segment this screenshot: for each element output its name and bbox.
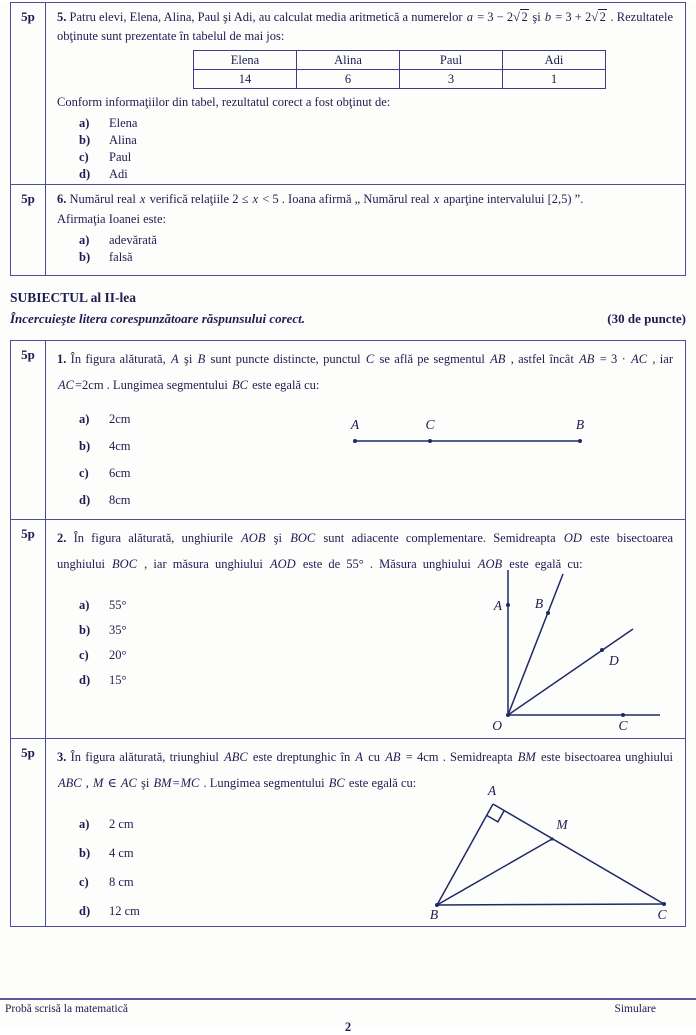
table-value-row [194,70,606,89]
option-item [79,149,673,166]
footer-right-text: Simulare [614,1003,656,1015]
fig1-label-C: C [425,417,435,432]
table-header-cell: Paul [400,51,503,70]
option-letter: b) [79,133,91,147]
page-number: 2 [344,1020,352,1034]
option-text: 6cm [109,466,131,480]
points-cell: 5p [11,739,46,926]
option-text: Paul [109,150,132,164]
option-letter: a) [79,116,90,130]
option-letter: d) [79,167,91,181]
option-text: 2cm [109,412,131,426]
points-cell: 5p [11,520,46,738]
question-statement: 6. Numărul real x verifică relaţiile 2 ≤ x < 5 . Ioana afirmă „ Numărul real x aparţine intervalului [2,5) ”. [57,192,584,206]
option-letter: d) [79,904,91,918]
figure-triangle-ABCM [385,783,675,923]
question-body [46,520,685,738]
instruction-row [10,311,686,327]
question-body [46,341,685,519]
option-item [79,249,673,266]
option-letter: b) [79,439,91,453]
option-item [79,166,673,183]
options-list [79,115,673,183]
option-item [79,460,673,487]
option-item [79,132,673,149]
option-text: 35° [109,623,127,637]
table-header-cell: Adi [503,51,606,70]
option-text: Adi [109,167,128,181]
option-letter: a) [79,233,90,247]
option-text: 8 cm [109,875,134,889]
option-letter: c) [79,875,89,889]
question-row-ii1 [11,341,685,519]
points-cell: 5p [11,185,46,275]
instruction-text: Încercuieşte litera corespunzătoare răspunsului corect. [10,311,306,326]
option-letter: a) [79,598,90,612]
fig3-label-M: M [556,817,568,832]
option-text: Alina [109,133,137,147]
fig2-label-B: B [534,596,544,611]
table-value-cell: 6 [297,70,400,89]
figure-segment-ACB [342,413,592,453]
table-header-cell: Alina [297,51,400,70]
option-text: 8cm [109,493,131,507]
option-text: 4cm [109,439,131,453]
option-letter: c) [79,150,89,164]
fig1-label-A: A [350,417,360,432]
option-text: 4 cm [109,846,134,860]
fig1-label-B: B [575,417,585,432]
question-statement: 2. În figura alăturată, unghiurile AOB şi BOC sunt adiacente complementare. Semidreapta OD este bisectoarea unghiului BOC , iar măsura unghiului AOD este de 55° . Măsura unghiului AOB este egală cu: [57,531,673,571]
option-item [79,487,673,514]
option-text: falsă [109,250,133,264]
section1-table [10,2,686,276]
option-text: 12 cm [109,904,140,918]
question-row-ii2 [11,519,685,738]
fig3-label-A: A [487,783,497,798]
fig3-label-B: B [429,907,439,922]
fig2-label-A: A [493,598,502,613]
option-text: 55° [109,598,127,612]
table-value-cell: 3 [400,70,503,89]
fig2-label-C: C [618,718,628,733]
option-item [79,115,673,132]
option-letter: a) [79,817,90,831]
section2-table [10,340,686,927]
footer-left-text: Probă scrisă la matematică [5,1003,128,1015]
options-list [79,232,673,266]
option-text: Elena [109,116,138,130]
table-value-cell: 14 [194,70,297,89]
table-header-cell: Elena [194,51,297,70]
option-text: 2 cm [109,817,134,831]
footer [0,998,696,1015]
question-body [46,185,685,275]
option-letter: b) [79,250,91,264]
question-prompt: Conform informaţiilor din tabel, rezultatul corect a fost obţinut de: [57,95,391,109]
option-letter: b) [79,846,91,860]
results-table [193,50,606,89]
option-text: adevărată [109,233,157,247]
option-letter: b) [79,623,91,637]
option-text: 20° [109,648,127,662]
option-letter: c) [79,648,89,662]
question-body [46,3,685,184]
option-letter: c) [79,466,89,480]
question-prompt: Afirmaţia Ioanei este: [57,212,166,226]
points-note: (30 de puncte) [607,311,686,326]
points-cell: 5p [11,341,46,519]
fig3-label-C: C [657,907,667,922]
exam-sheet [0,2,696,1034]
fig2-label-O: O [492,718,502,733]
option-letter: a) [79,412,90,426]
table-header-row [194,51,606,70]
question-row-ii3 [11,738,685,926]
table-value-cell: 1 [503,70,606,89]
points-cell: 5p [11,3,46,184]
question-statement: 1. În figura alăturată, A şi B sunt puncte distincte, punctul C se află pe segmentul AB , astfel încât AB = 3 · AC , iar AC=2cm . Lungimea segmentului BC este egală cu: [57,352,673,392]
question-row-5 [11,3,685,184]
option-letter: d) [79,673,91,687]
option-item [79,232,673,249]
option-text: 15° [109,673,127,687]
question-statement: 5. Patru elevi, Elena, Alina, Paul şi Adi, au calculat media aritmetică a numerelor a = 3 − 2√ 2 şi b = 3 + 2√ 2 . Rezultatele obţinute sunt prezentate în tabelul de mai jos: [57,10,673,43]
question-statement: 3. În figura alăturată, triunghiul ABC este dreptunghic în A cu AB = 4cm . Semidreapta BM este bisectoarea unghiului ABC , M ∈ AC şi BM=MC . Lungimea segmentului BC este egală cu: [57,750,673,790]
figure-angles-AOBDC [409,568,681,734]
question-row-6 [11,184,685,275]
option-letter: d) [79,493,91,507]
fig2-label-D: D [609,653,619,668]
section-title: SUBIECTUL al II-lea [10,290,137,305]
question-body [46,739,685,926]
